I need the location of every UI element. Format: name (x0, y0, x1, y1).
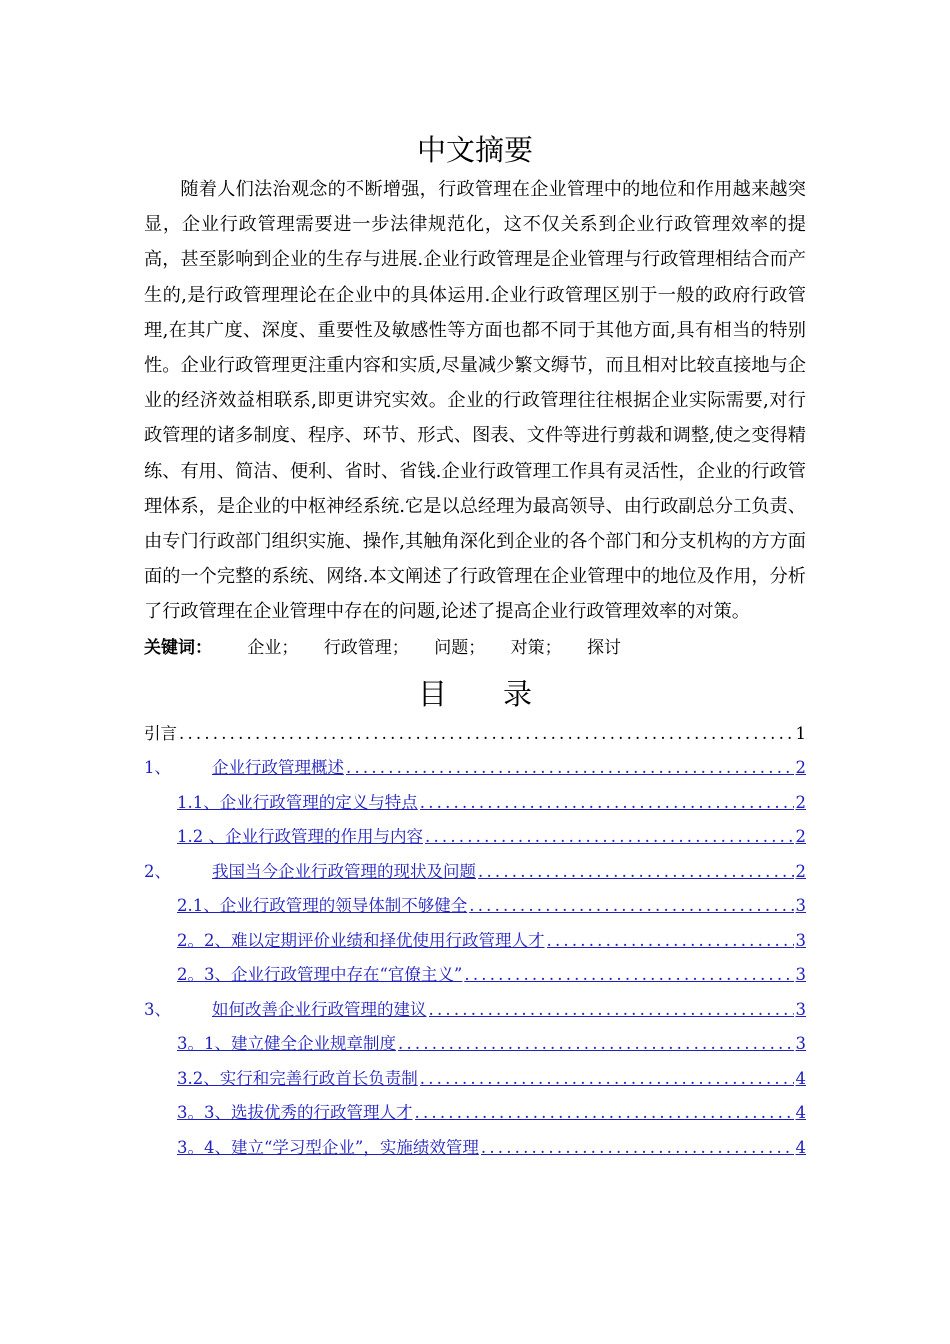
toc-dot-leader (425, 827, 794, 846)
toc-title (144, 672, 806, 716)
keywords-label: 关键词： (144, 637, 212, 658)
toc-page-number: 2 (795, 827, 806, 847)
toc-entry-label: 3。1、建立健全企业规章制度 (177, 1034, 396, 1054)
toc-entry-section-3[interactable] (144, 996, 806, 1031)
toc-entry-label: 3。4、建立“学习型企业”，实施绩效管理 (177, 1137, 479, 1157)
toc-title-left: 目 (417, 676, 447, 711)
toc-entry-3-2[interactable] (144, 1065, 806, 1100)
toc-entry-label: 3.2、实行和完善行政首长负责制 (177, 1068, 418, 1088)
toc-dot-leader (179, 724, 794, 743)
toc-dot-leader (547, 931, 794, 950)
toc-page-number: 4 (795, 1068, 806, 1088)
abstract-title: 中文摘要 (416, 133, 533, 167)
toc-entry-intro[interactable] (144, 720, 806, 755)
toc-page-number: 1 (795, 723, 806, 743)
toc-page-number: 2 (795, 758, 806, 778)
toc-entry-label: 我国当今企业行政管理的现状及问题 (212, 861, 476, 881)
document-page (144, 128, 806, 1168)
keyword-item: 行政管理； (323, 637, 409, 658)
abstract-body: 随着人们法治观念的不断增强，行政管理在企业管理中的地位和作用越来越突显，企业行政管理需要进一步法律规范化，这不仅关系到企业行政管理效率的提高，甚至影响到企业的生存与进展.企业行政管理是企业管理与行政管理相结合而产生的,是行政管理理论在企业中的具体运用.企业行政管理区别于一般的政府行政管理,在其广度、深度、重要性及敏感性等方面也都不同于其他方面,具有相当的特别性。企业行政管理更注重内容和实质,尽量减少繁文缛节，而且相对比较直接地与企业的经济效益相联系,即更讲究实效。企业的行政管理往往根据企业实际需要,对行政管理的诸多制度、程序、环节、形式、图表、文件等进行剪裁和调整,使之变得精练、有用、简洁、便利、省时、省钱.企业行政管理工作具有灵活性，企业的行政管理体系，是企业的中枢神经系统.它是以总经理为最高领导、由行政副总分工负责、由专门行政部门组织实施、操作,其触角深化到企业的各个部门和分支机构的方方面面的一个完整的系统、网络.本文阐述了行政管理在企业管理中的地位及作用，分析了行政管理在企业管理中存在的问题,论述了提高企业行政管理效率的对策。 (144, 179, 806, 623)
keyword-item: 问题； (434, 637, 486, 658)
toc-dot-leader (478, 862, 794, 881)
toc-page-number: 3 (795, 1034, 806, 1054)
toc-entry-2-2[interactable] (144, 927, 806, 962)
toc-entry-label: 如何改善企业行政管理的建议 (212, 999, 427, 1019)
toc-dot-leader (429, 1000, 794, 1019)
toc-page-number: 2 (795, 792, 806, 812)
toc-section-number: 3、 (144, 999, 171, 1019)
toc-list (144, 720, 806, 1169)
toc-page-number: 3 (795, 896, 806, 916)
toc-entry-label: 2.1、企业行政管理的领导体制不够健全 (177, 896, 468, 916)
toc-entry-3-4[interactable] (144, 1134, 806, 1169)
toc-entry-3-3[interactable] (144, 1099, 806, 1134)
toc-entry-label: 1.2 、企业行政管理的作用与内容 (177, 827, 423, 847)
keyword-item: 对策； (510, 637, 562, 658)
toc-dot-leader (464, 965, 793, 984)
toc-section-number: 2、 (144, 861, 171, 881)
keyword-item: 探讨 (587, 637, 622, 658)
toc-section-number: 1、 (144, 758, 171, 778)
toc-dot-leader (420, 793, 794, 812)
keywords-line (144, 632, 806, 664)
toc-entry-label: 2。3、企业行政管理中存在“官僚主义” (177, 965, 463, 985)
toc-entry-section-1[interactable] (144, 754, 806, 789)
toc-entry-2-1[interactable] (144, 892, 806, 927)
toc-dot-leader (415, 1103, 794, 1122)
toc-entry-label: 引言 (144, 723, 177, 743)
toc-entry-1-2[interactable] (144, 823, 806, 858)
toc-entry-label: 1.1、企业行政管理的定义与特点 (177, 792, 418, 812)
toc-page-number: 4 (795, 1103, 806, 1123)
toc-page-number: 4 (795, 1137, 806, 1157)
toc-dot-leader (420, 1069, 794, 1088)
toc-entry-label: 3。3、选拔优秀的行政管理人才 (177, 1103, 413, 1123)
toc-dot-leader (469, 896, 793, 915)
toc-dot-leader (481, 1138, 794, 1157)
toc-entry-section-2[interactable] (144, 858, 806, 893)
toc-page-number: 3 (795, 965, 806, 985)
toc-page-number: 3 (795, 999, 806, 1019)
keyword-item: 企业； (247, 637, 299, 658)
toc-dot-leader (398, 1034, 794, 1053)
toc-dot-leader (346, 758, 794, 777)
toc-entry-1-1[interactable] (144, 789, 806, 824)
toc-entry-3-1[interactable] (144, 1030, 806, 1065)
toc-title-right: 录 (503, 676, 533, 711)
toc-entry-label: 2。2、难以定期评价业绩和择优使用行政管理人才 (177, 930, 545, 950)
toc-entry-2-3[interactable] (144, 961, 806, 996)
toc-page-number: 2 (795, 861, 806, 881)
toc-entry-label: 企业行政管理概述 (212, 758, 344, 778)
toc-page-number: 3 (795, 930, 806, 950)
